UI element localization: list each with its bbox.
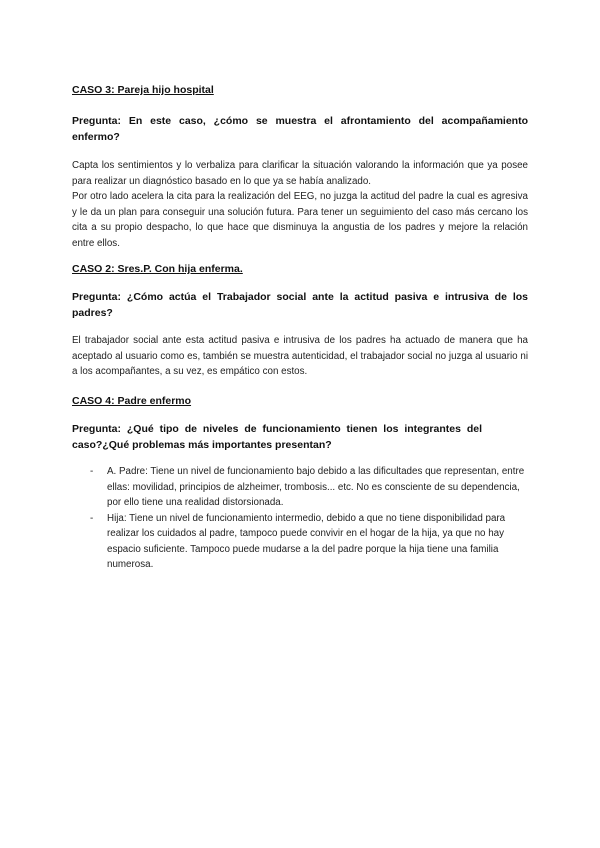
caso3-question-block	[72, 113, 528, 145]
caso4-bullets-block	[72, 464, 528, 573]
caso2-answer-block	[72, 333, 528, 380]
caso2-heading: CASO 2: Sres.P. Con hija enferma.	[72, 263, 243, 275]
list-item	[72, 464, 528, 511]
caso3-question: Pregunta: En este caso, ¿cómo se muestra el afrontamiento del acompañamiento enfermo?	[72, 115, 528, 143]
caso4-question: Pregunta: ¿Qué tipo de niveles de funcionamiento tienen los integrantes del caso?¿Qué problemas más importantes presentan?	[72, 423, 482, 451]
bullet-text: A. Padre: Tiene un nivel de funcionamiento bajo debido a las dificultades que representan, entre ellas: movilidad, principios de alzheimer, trombosis... etc. No es consciente de su dependencia, por ello tiene una realidad distorsionada.	[107, 466, 525, 508]
caso3-answer-block	[72, 158, 528, 251]
caso2-question-block	[72, 289, 528, 321]
caso3-answer-2: Por otro lado acelera la cita para la realización del EEG, no juzga la actitud del padre la cual es agresiva y le da un plan para conseguir una solución futura. Para tener un seguimiento del caso más cercano los cita a su propio despacho, lo que hace que disminuya la angustia de los padres y mejore la relación entre ellos.	[72, 191, 528, 249]
caso3-heading: CASO 3: Pareja hijo hospital	[72, 84, 214, 96]
bullet-dash: -	[90, 512, 94, 524]
caso3-answer-1: Capta los sentimientos y lo verbaliza para clarificar la situación valorando la información que ya posee para realizar un diagnóstico basado en lo que ya se había analizado.	[72, 160, 528, 187]
caso4-heading: CASO 4: Padre enfermo	[72, 395, 192, 407]
caso2-question: Pregunta: ¿Cómo actúa el Trabajador social ante la actitud pasiva e intrusiva de los padres?	[72, 291, 528, 319]
bullet-dash: -	[90, 466, 94, 477]
caso2-section	[72, 262, 528, 276]
caso4-bullet-list	[72, 464, 528, 573]
caso4-question-block	[72, 421, 528, 453]
caso2-answer: El trabajador social ante esta actitud pasiva e intrusiva de los padres ha actuado de manera que ha aceptado al usuario como es, también se muestra autenticidad, el trabajador social no juzga al usuario ni a los acompañantes, a su vez, es empático con estos.	[72, 335, 528, 377]
list-item	[72, 511, 528, 573]
caso3-section	[72, 83, 528, 97]
bullet-text: Hija: Tiene un nivel de funcionamiento intermedio, debido a que no tiene disponibilidad para realizar los cuidados al padre, tampoco puede convivir en el hogar de la hija, ya que no hay espacio suficiente. Tampoco puede mudarse a la del padre porque la hija tiene una familia numerosa.	[107, 512, 506, 570]
caso4-section	[72, 394, 528, 408]
